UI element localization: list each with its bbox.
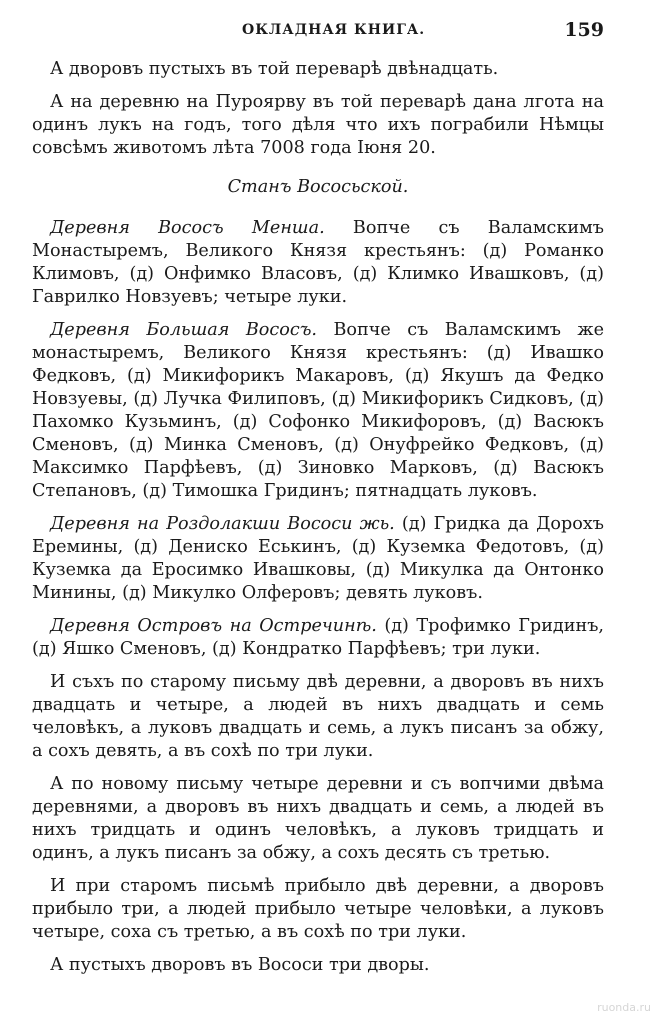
paragraph-text: Вопче съ Валамскимъ Монастыремъ, Великого Князя крестьянъ: (д) Романко Климовъ, (д) Онфимко Власовъ, (д) Климко Ивашковъ, (д) Гаврилко Новзуевъ; четыре луки.: [32, 218, 604, 307]
paragraph-text: (д) Гридка да Дорохъ Еремины, (д) Дениско Еськинъ, (д) Куземка Федотовъ, (д) Куземка да Еросимко Ивашковы, (д) Микулка да Онтонко Минины, (д) Микулко Олферовъ; девять луковъ.: [32, 514, 604, 603]
paragraph: [32, 58, 604, 81]
watermark: ruonda.ru: [597, 1001, 651, 1014]
paragraph-text: А пустыхъ дворовъ въ Вососи три дворы.: [50, 955, 430, 975]
paragraph: [32, 319, 604, 503]
page-number: 159: [564, 19, 604, 41]
page-header: [32, 19, 604, 46]
village-name: Деревня Вососъ Менша.: [50, 218, 325, 238]
village-name: Деревня Большая Вососъ.: [50, 320, 318, 340]
paragraph-text: (д) Трофимко Гридинъ, (д) Яшко Сменовъ, (д) Кондратко Парфѣевъ; три луки.: [32, 616, 604, 659]
paragraph-text: А по новому письму четыре деревни и съ вопчими двѣма деревнями, а дворовъ въ нихъ двадцать и семь, а людей въ нихъ тридцать и одинъ человѣкъ, а луковъ тридцать и одинъ, а лукъ писанъ за обжу, а сохъ десять съ третью.: [32, 774, 604, 863]
book-page: [32, 0, 604, 1026]
running-title: ОКЛАДНАЯ КНИГА.: [242, 22, 426, 38]
paragraph-text: И съхъ по старому письму двѣ деревни, а дворовъ въ нихъ двадцать и четыре, а людей въ нихъ двадцать и семь человѣкъ, а луковъ двадцать и семь, а лукъ писанъ за обжу, а сохъ девять, а въ сохѣ по три луки.: [32, 672, 604, 761]
paragraph: [32, 954, 604, 977]
village-name: Деревня Островъ на Остречинѣ.: [50, 616, 377, 636]
section-heading: Станъ Вососьской.: [227, 177, 409, 197]
paragraph: [32, 91, 604, 160]
paragraph: [32, 875, 604, 944]
paragraph: [32, 615, 604, 661]
paragraph-text: А дворовъ пустыхъ въ той переварѣ двѣнадцать.: [50, 59, 499, 79]
paragraph: [32, 671, 604, 763]
village-name: Деревня на Роздолакши Вососи жь.: [50, 514, 395, 534]
paragraph: [32, 513, 604, 605]
paragraph: [32, 217, 604, 309]
paragraph-text: И при старомъ письмѣ прибыло двѣ деревни, а дворовъ прибыло три, а людей прибыло четыре человѣки, а луковъ четыре, соха съ третью, а въ сохѣ по три луки.: [32, 876, 604, 942]
paragraph: [32, 773, 604, 865]
page-body: [32, 58, 604, 987]
paragraph-text: Вопче съ Валамскимъ же монастыремъ, Великого Князя крестьянъ: (д) Ивашко Федковъ, (д) Микифорикъ Макаровъ, (д) Якушъ да Федко Новзуевы, (д) Лучка Филиповъ, (д) Микифорикъ Сидковъ, (д) Пахомко Кузьминъ, (д) Софонко Микифоровъ, (д) Васюкъ Сменовъ, (д) Минка Сменовъ, (д) Онуфрейко Федковъ, (д) Максимко Парфѣевъ, (д) Зиновко Марковъ, (д) Васюкъ Степановъ, (д) Тимошка Гридинъ; пятнадцать луковъ.: [32, 320, 604, 501]
paragraph-text: А на деревню на Пуроярву въ той переварѣ дана лгота на одинъ лукъ на годъ, того дѣля что ихъ пограбили Нѣмцы совсѣмъ животомъ лѣта 7008 года Іюня 20.: [32, 92, 604, 158]
